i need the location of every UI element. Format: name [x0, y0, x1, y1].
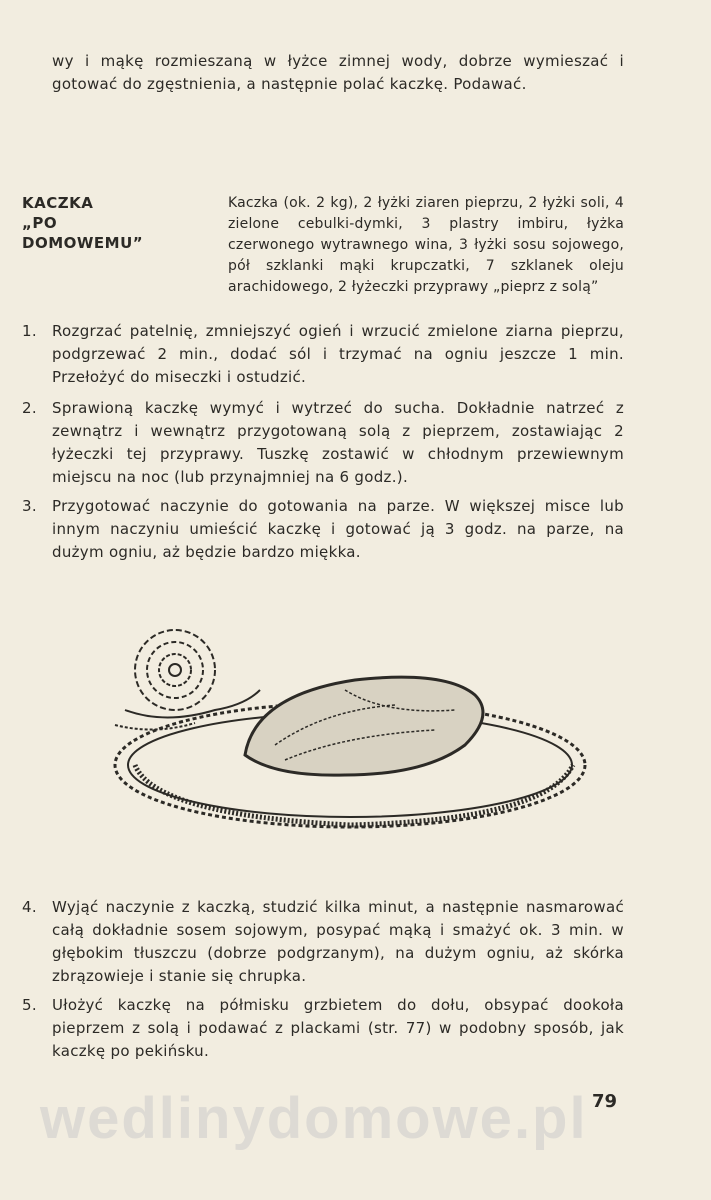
continuation-paragraph: wy i mąkę rozmieszaną w łyżce zimnej wody, dobrze wymieszać i gotować do zgęstnienia, a następnie polać kaczkę. Podawać.: [52, 52, 624, 93]
step-text: Przygotować naczynie do gotowania na parze. W większej misce lub innym naczyniu umieścić kaczkę i gotować ją 3 godz. na parze, na dużym ogniu, aż będzie bardzo miękka.: [52, 497, 624, 561]
step-number: 2.: [22, 399, 37, 417]
ingredient-list: Kaczka (ok. 2 kg), 2 łyżki ziaren pieprzu, 2 łyżki soli, 4 zielone cebulki-dymki, 3 plastry imbiru, łyżka czerwonego wytrawnego wina, 3 łyżki sosu sojowego, pół szklanki mąki krupczatki, 7 szklanek oleju arachidowego, 2 łyżeczki przyprawy „pieprz z solą”: [228, 195, 624, 295]
step-text: Rozgrzać patelnię, zmniejszyć ogień i wrzucić zmielone ziarna pieprzu, podgrzewać 2 min., dodać sól i trzymać na ogniu jeszcze 1 min. Przełożyć do miseczki i ostudzić.: [52, 322, 624, 386]
step-text: Wyjąć naczynie z kaczką, studzić kilka minut, a następnie nasmarować całą dokładnie sosem sojowym, posypać mąką i smażyć ok. 3 min. w głębokim tłuszczu (dobrze podgrzanym), na dużym ogniu, aż skórka zbrązowieje i stanie się chrupka.: [52, 898, 624, 985]
step-number: 4.: [22, 898, 37, 916]
step-2: [22, 397, 624, 489]
step-1: [22, 320, 624, 389]
step-number: 5.: [22, 996, 37, 1014]
step-5: [22, 994, 624, 1063]
step-text: Ułożyć kaczkę na półmisku grzbietem do dołu, obsypać dookoła pieprzem z solą i podawać z plackami (str. 77) w podobny sposób, jak kaczkę po pekińsku.: [52, 996, 624, 1060]
page-number: 79: [592, 1091, 618, 1112]
step-number: 3.: [22, 497, 37, 515]
duck-platter-illustration: [95, 615, 595, 845]
watermark: wedlinydomowe.pl: [40, 1086, 588, 1151]
step-3: [22, 495, 624, 564]
step-number: 1.: [22, 322, 37, 340]
recipe-title: KACZKA „PO DOMOWEMU”: [22, 194, 144, 252]
step-text: Sprawioną kaczkę wymyć i wytrzeć do sucha. Dokładnie natrzeć z zewnątrz i wewnątrz przygotowaną solą z pieprzem, zostawiając 2 łyżeczki tej przyprawy. Tuszkę zostawić w chłodnym przewiewnym miejscu na noc (lub przynajmniej na 6 godz.).: [52, 399, 624, 486]
step-4: [22, 896, 624, 988]
